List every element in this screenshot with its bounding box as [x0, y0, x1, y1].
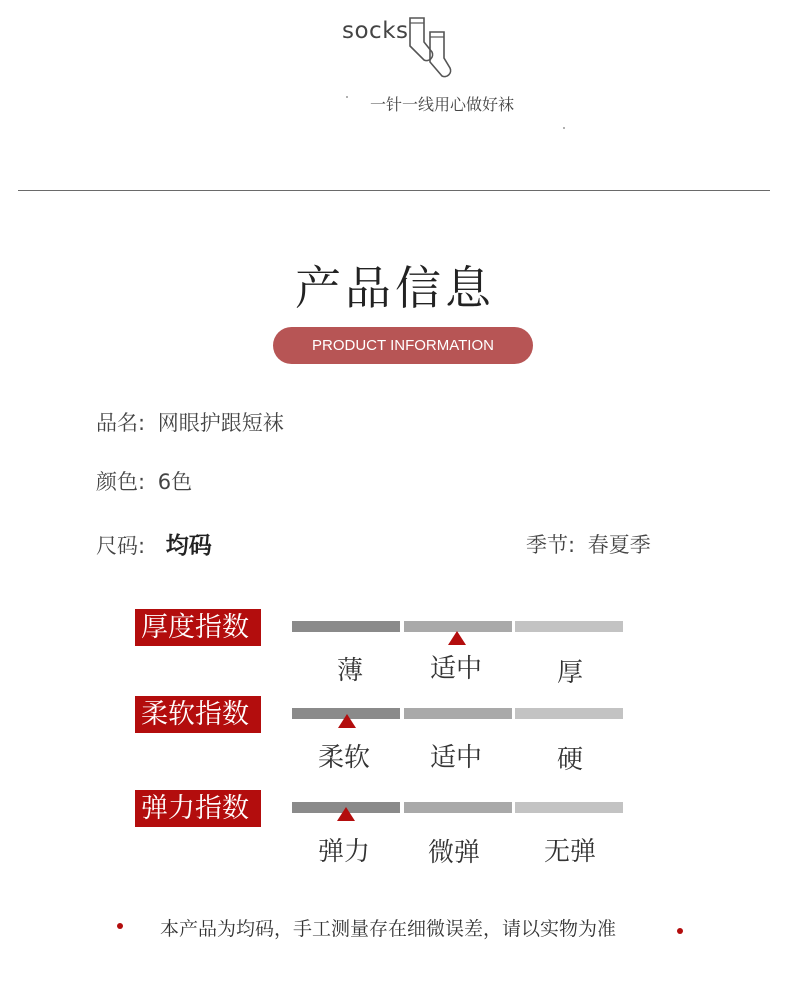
scale-label: 柔软 — [317, 743, 370, 773]
info-value: 均码 — [165, 533, 212, 559]
bullet-dot — [677, 928, 683, 934]
info-size — [96, 527, 212, 560]
info-label: 尺码: — [96, 534, 146, 558]
info-product-name — [96, 407, 284, 437]
socks-icon — [398, 14, 458, 78]
scale-marker — [337, 807, 355, 821]
size-note: 本产品为均码，手工测量存在细微误差，请以实物为准 — [160, 918, 617, 940]
index-tag-elasticity: 弹力指数 — [135, 790, 261, 827]
info-value: 春夏季 — [587, 533, 651, 557]
info-value: 6色 — [157, 470, 193, 494]
info-label: 颜色: — [96, 470, 146, 494]
info-label: 品名: — [96, 411, 146, 435]
info-color — [96, 466, 192, 496]
info-value: 网眼护跟短袜 — [157, 411, 284, 435]
info-label: 季节: — [526, 533, 576, 557]
info-season — [526, 529, 651, 559]
scale-segment — [404, 708, 512, 719]
scale-segment — [515, 802, 623, 813]
scale-label: 厚 — [556, 658, 583, 688]
section-title: 产品信息 — [295, 261, 495, 315]
scale-label: 薄 — [336, 656, 363, 686]
header-divider — [18, 190, 770, 191]
decor-dot — [346, 96, 348, 98]
scale-label: 适中 — [429, 743, 482, 773]
bullet-dot — [117, 923, 123, 929]
brand-slogan: 一针一线用心做好袜 — [370, 95, 515, 114]
brand-wordmark: socks — [342, 18, 409, 44]
index-tag-softness: 柔软指数 — [135, 696, 261, 733]
scale-label: 微弹 — [427, 838, 480, 868]
scale-label: 硬 — [556, 745, 583, 775]
scale-label: 弹力 — [317, 837, 370, 867]
index-tag-thickness: 厚度指数 — [135, 609, 261, 646]
section-badge: PRODUCT INFORMATION — [273, 327, 533, 364]
scale-label: 无弹 — [543, 837, 596, 867]
scale-segment — [515, 621, 623, 632]
scale-segment — [292, 621, 400, 632]
decor-dot — [563, 127, 565, 129]
scale-segment — [515, 708, 623, 719]
scale-marker — [448, 631, 466, 645]
scale-segment — [404, 802, 512, 813]
scale-marker — [338, 714, 356, 728]
scale-label: 适中 — [429, 654, 482, 684]
